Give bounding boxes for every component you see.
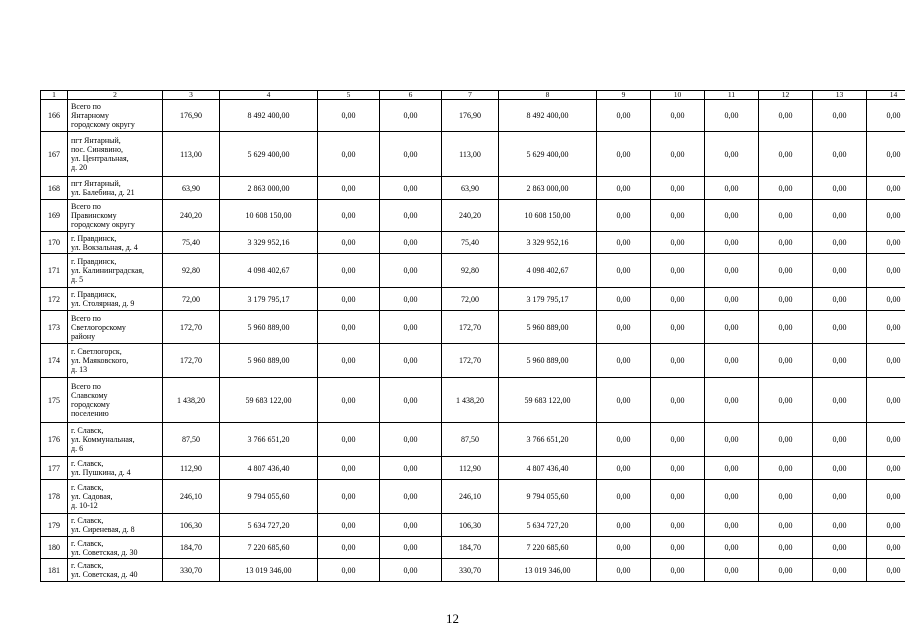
- value-cell: 63,90: [163, 177, 220, 200]
- value-cell: 0,00: [759, 423, 813, 457]
- value-cell: 3 179 795,17: [220, 288, 318, 311]
- value-cell: 0,00: [705, 559, 759, 582]
- value-cell: 0,00: [867, 423, 905, 457]
- value-cell: 5 960 889,00: [220, 311, 318, 344]
- value-cell: 0,00: [597, 514, 651, 537]
- table-row: [41, 288, 905, 311]
- value-cell: 0,00: [651, 378, 705, 423]
- value-cell: 330,70: [163, 559, 220, 582]
- value-cell: 0,00: [318, 344, 380, 378]
- value-cell: 0,00: [813, 132, 867, 177]
- value-cell: 0,00: [597, 378, 651, 423]
- table-row: [41, 378, 905, 423]
- value-cell: 87,50: [163, 423, 220, 457]
- value-cell: 1 438,20: [442, 378, 499, 423]
- value-cell: 0,00: [759, 288, 813, 311]
- value-cell: 2 863 000,00: [499, 177, 597, 200]
- value-cell: 0,00: [813, 100, 867, 132]
- address-cell: г. Правдинск, ул. Вокзальная, д. 4: [68, 232, 163, 254]
- value-cell: 0,00: [759, 200, 813, 232]
- value-cell: 0,00: [318, 132, 380, 177]
- value-cell: 0,00: [705, 200, 759, 232]
- table-row: [41, 344, 905, 378]
- value-cell: 0,00: [597, 177, 651, 200]
- column-header: 4: [220, 91, 318, 100]
- value-cell: 112,90: [442, 457, 499, 480]
- value-cell: 184,70: [163, 537, 220, 559]
- value-cell: 3 766 651,20: [220, 423, 318, 457]
- column-header: 2: [68, 91, 163, 100]
- address-cell: г. Славск, ул. Пушкина, д. 4: [68, 457, 163, 480]
- value-cell: 3 766 651,20: [499, 423, 597, 457]
- value-cell: 75,40: [442, 232, 499, 254]
- value-cell: 0,00: [597, 423, 651, 457]
- table-row: [41, 132, 905, 177]
- row-number-cell: 177: [41, 457, 68, 480]
- address-cell: Всего по Янтарному городскому округу: [68, 100, 163, 132]
- table-row: [41, 311, 905, 344]
- value-cell: 0,00: [318, 480, 380, 514]
- value-cell: 0,00: [759, 537, 813, 559]
- value-cell: 0,00: [597, 480, 651, 514]
- address-cell: г. Правдинск, ул. Столярная, д. 9: [68, 288, 163, 311]
- row-number-cell: 178: [41, 480, 68, 514]
- value-cell: 8 492 400,00: [220, 100, 318, 132]
- value-cell: 0,00: [380, 177, 442, 200]
- value-cell: 63,90: [442, 177, 499, 200]
- value-cell: 246,10: [442, 480, 499, 514]
- table-row: [41, 457, 905, 480]
- table-row: [41, 514, 905, 537]
- value-cell: 0,00: [759, 132, 813, 177]
- value-cell: 0,00: [597, 457, 651, 480]
- value-cell: 0,00: [318, 457, 380, 480]
- address-cell: Всего по Славскому городскому поселению: [68, 378, 163, 423]
- value-cell: 0,00: [813, 177, 867, 200]
- value-cell: 5 960 889,00: [220, 344, 318, 378]
- value-cell: 0,00: [759, 514, 813, 537]
- value-cell: 0,00: [705, 514, 759, 537]
- value-cell: 0,00: [597, 559, 651, 582]
- value-cell: 3 179 795,17: [499, 288, 597, 311]
- row-number-cell: 176: [41, 423, 68, 457]
- value-cell: 0,00: [867, 378, 905, 423]
- value-cell: 0,00: [380, 254, 442, 288]
- row-number-cell: 174: [41, 344, 68, 378]
- value-cell: 0,00: [813, 254, 867, 288]
- value-cell: 0,00: [813, 537, 867, 559]
- value-cell: 246,10: [163, 480, 220, 514]
- value-cell: 0,00: [318, 200, 380, 232]
- value-cell: 0,00: [318, 423, 380, 457]
- address-cell: г. Славск, ул. Садовая, д. 10-12: [68, 480, 163, 514]
- value-cell: 0,00: [759, 480, 813, 514]
- value-cell: 0,00: [813, 423, 867, 457]
- column-header: 5: [318, 91, 380, 100]
- column-header: 13: [813, 91, 867, 100]
- value-cell: 3 329 952,16: [499, 232, 597, 254]
- value-cell: 4 807 436,40: [220, 457, 318, 480]
- value-cell: 1 438,20: [163, 378, 220, 423]
- value-cell: 0,00: [651, 514, 705, 537]
- value-cell: 0,00: [380, 514, 442, 537]
- value-cell: 0,00: [705, 344, 759, 378]
- value-cell: 0,00: [867, 177, 905, 200]
- row-number-cell: 175: [41, 378, 68, 423]
- value-cell: 0,00: [651, 132, 705, 177]
- table-row: [41, 537, 905, 559]
- value-cell: 2 863 000,00: [220, 177, 318, 200]
- value-cell: 0,00: [380, 378, 442, 423]
- row-number-cell: 180: [41, 537, 68, 559]
- value-cell: 59 683 122,00: [499, 378, 597, 423]
- address-cell: г. Правдинск, ул. Калининградская, д. 5: [68, 254, 163, 288]
- value-cell: 0,00: [318, 514, 380, 537]
- value-cell: 0,00: [867, 537, 905, 559]
- value-cell: 0,00: [705, 423, 759, 457]
- row-number-cell: 181: [41, 559, 68, 582]
- value-cell: 0,00: [759, 254, 813, 288]
- value-cell: 0,00: [867, 480, 905, 514]
- value-cell: 0,00: [813, 559, 867, 582]
- value-cell: 0,00: [318, 378, 380, 423]
- value-cell: 176,90: [163, 100, 220, 132]
- page-number: 12: [446, 611, 459, 626]
- column-header: 11: [705, 91, 759, 100]
- value-cell: 0,00: [380, 537, 442, 559]
- value-cell: 0,00: [651, 254, 705, 288]
- value-cell: 13 019 346,00: [220, 559, 318, 582]
- value-cell: 0,00: [813, 311, 867, 344]
- value-cell: 0,00: [651, 480, 705, 514]
- value-cell: 0,00: [380, 423, 442, 457]
- value-cell: 0,00: [705, 288, 759, 311]
- value-cell: 5 634 727,20: [220, 514, 318, 537]
- value-cell: 0,00: [651, 100, 705, 132]
- value-cell: 113,00: [442, 132, 499, 177]
- value-cell: 8 492 400,00: [499, 100, 597, 132]
- value-cell: 0,00: [759, 457, 813, 480]
- value-cell: 0,00: [867, 559, 905, 582]
- column-header: 12: [759, 91, 813, 100]
- value-cell: 0,00: [651, 559, 705, 582]
- value-cell: 92,80: [163, 254, 220, 288]
- column-header: 8: [499, 91, 597, 100]
- value-cell: 240,20: [442, 200, 499, 232]
- value-cell: 0,00: [813, 480, 867, 514]
- table-row: [41, 200, 905, 232]
- column-header: 6: [380, 91, 442, 100]
- value-cell: 7 220 685,60: [220, 537, 318, 559]
- value-cell: 0,00: [651, 232, 705, 254]
- value-cell: 0,00: [318, 559, 380, 582]
- value-cell: 0,00: [867, 200, 905, 232]
- value-cell: 0,00: [705, 480, 759, 514]
- value-cell: 0,00: [867, 100, 905, 132]
- table-header: [41, 91, 905, 100]
- value-cell: 13 019 346,00: [499, 559, 597, 582]
- value-cell: 4 807 436,40: [499, 457, 597, 480]
- value-cell: 4 098 402,67: [220, 254, 318, 288]
- address-cell: пгт Янтарный, пос. Синявино, ул. Центральная, д. 20: [68, 132, 163, 177]
- value-cell: 0,00: [380, 311, 442, 344]
- value-cell: 5 629 400,00: [499, 132, 597, 177]
- value-cell: 0,00: [380, 457, 442, 480]
- value-cell: 172,70: [442, 311, 499, 344]
- value-cell: 172,70: [442, 344, 499, 378]
- value-cell: 72,00: [442, 288, 499, 311]
- value-cell: 0,00: [597, 132, 651, 177]
- value-cell: 0,00: [651, 288, 705, 311]
- column-header: 14: [867, 91, 905, 100]
- value-cell: 0,00: [651, 537, 705, 559]
- value-cell: 59 683 122,00: [220, 378, 318, 423]
- value-cell: 0,00: [867, 311, 905, 344]
- value-cell: 0,00: [867, 457, 905, 480]
- value-cell: 72,00: [163, 288, 220, 311]
- address-cell: Всего по Светлогорскому району: [68, 311, 163, 344]
- value-cell: 75,40: [163, 232, 220, 254]
- table-row: [41, 254, 905, 288]
- address-cell: г. Славск, ул. Сиреневая, д. 8: [68, 514, 163, 537]
- address-cell: пгт Янтарный, ул. Балебина, д. 21: [68, 177, 163, 200]
- address-cell: г. Славск, ул. Коммунальная, д. 6: [68, 423, 163, 457]
- value-cell: 0,00: [759, 559, 813, 582]
- value-cell: 0,00: [759, 344, 813, 378]
- value-cell: 112,90: [163, 457, 220, 480]
- row-number-cell: 166: [41, 100, 68, 132]
- value-cell: 0,00: [705, 132, 759, 177]
- row-number-cell: 169: [41, 200, 68, 232]
- value-cell: 176,90: [442, 100, 499, 132]
- column-header: 9: [597, 91, 651, 100]
- value-cell: 3 329 952,16: [220, 232, 318, 254]
- value-cell: 0,00: [867, 254, 905, 288]
- value-cell: 0,00: [318, 288, 380, 311]
- value-cell: 0,00: [867, 288, 905, 311]
- value-cell: 0,00: [759, 378, 813, 423]
- value-cell: 0,00: [759, 232, 813, 254]
- value-cell: 0,00: [651, 457, 705, 480]
- value-cell: 5 960 889,00: [499, 311, 597, 344]
- value-cell: 0,00: [813, 288, 867, 311]
- value-cell: 0,00: [380, 559, 442, 582]
- value-cell: 0,00: [318, 311, 380, 344]
- address-cell: г. Светлогорск, ул. Маяковского, д. 13: [68, 344, 163, 378]
- value-cell: 0,00: [705, 100, 759, 132]
- table-row: [41, 559, 905, 582]
- value-cell: 0,00: [705, 232, 759, 254]
- column-header: 7: [442, 91, 499, 100]
- value-cell: 0,00: [597, 344, 651, 378]
- value-cell: 0,00: [597, 537, 651, 559]
- value-cell: 106,30: [442, 514, 499, 537]
- value-cell: 0,00: [813, 378, 867, 423]
- value-cell: 0,00: [597, 254, 651, 288]
- value-cell: 0,00: [705, 378, 759, 423]
- value-cell: 5 960 889,00: [499, 344, 597, 378]
- value-cell: 0,00: [318, 254, 380, 288]
- value-cell: 0,00: [318, 537, 380, 559]
- value-cell: 92,80: [442, 254, 499, 288]
- value-cell: 0,00: [318, 100, 380, 132]
- value-cell: 0,00: [651, 177, 705, 200]
- table-row: [41, 100, 905, 132]
- value-cell: 10 608 150,00: [499, 200, 597, 232]
- value-cell: 0,00: [597, 200, 651, 232]
- value-cell: 0,00: [380, 100, 442, 132]
- value-cell: 0,00: [651, 344, 705, 378]
- data-table: [40, 90, 905, 582]
- row-number-cell: 171: [41, 254, 68, 288]
- address-cell: г. Славск, ул. Советская, д. 40: [68, 559, 163, 582]
- value-cell: 0,00: [705, 177, 759, 200]
- row-number-cell: 179: [41, 514, 68, 537]
- value-cell: 0,00: [705, 457, 759, 480]
- table-row: [41, 177, 905, 200]
- value-cell: 0,00: [813, 514, 867, 537]
- value-cell: 172,70: [163, 344, 220, 378]
- header-row: [41, 91, 905, 100]
- value-cell: 113,00: [163, 132, 220, 177]
- value-cell: 0,00: [597, 311, 651, 344]
- row-number-cell: 172: [41, 288, 68, 311]
- row-number-cell: 168: [41, 177, 68, 200]
- value-cell: 172,70: [163, 311, 220, 344]
- value-cell: 9 794 055,60: [220, 480, 318, 514]
- value-cell: 4 098 402,67: [499, 254, 597, 288]
- value-cell: 0,00: [867, 344, 905, 378]
- value-cell: 0,00: [705, 311, 759, 344]
- table-body: [41, 100, 905, 582]
- row-number-cell: 173: [41, 311, 68, 344]
- value-cell: 0,00: [867, 514, 905, 537]
- value-cell: 0,00: [318, 177, 380, 200]
- table-row: [41, 232, 905, 254]
- value-cell: 0,00: [759, 177, 813, 200]
- row-number-cell: 167: [41, 132, 68, 177]
- value-cell: 0,00: [813, 232, 867, 254]
- value-cell: 0,00: [705, 254, 759, 288]
- value-cell: 87,50: [442, 423, 499, 457]
- value-cell: 0,00: [759, 100, 813, 132]
- value-cell: 0,00: [380, 132, 442, 177]
- value-cell: 0,00: [597, 100, 651, 132]
- value-cell: 0,00: [380, 232, 442, 254]
- value-cell: 0,00: [651, 311, 705, 344]
- value-cell: 0,00: [759, 311, 813, 344]
- value-cell: 0,00: [867, 232, 905, 254]
- value-cell: 0,00: [651, 200, 705, 232]
- value-cell: 0,00: [380, 344, 442, 378]
- value-cell: 0,00: [813, 344, 867, 378]
- value-cell: 0,00: [813, 200, 867, 232]
- value-cell: 0,00: [705, 537, 759, 559]
- value-cell: 0,00: [380, 288, 442, 311]
- value-cell: 330,70: [442, 559, 499, 582]
- column-header: 10: [651, 91, 705, 100]
- value-cell: 5 629 400,00: [220, 132, 318, 177]
- value-cell: 0,00: [318, 232, 380, 254]
- column-header: 1: [41, 91, 68, 100]
- value-cell: 9 794 055,60: [499, 480, 597, 514]
- value-cell: 184,70: [442, 537, 499, 559]
- table-row: [41, 423, 905, 457]
- value-cell: 0,00: [867, 132, 905, 177]
- table-row: [41, 480, 905, 514]
- value-cell: 0,00: [380, 200, 442, 232]
- value-cell: 0,00: [813, 457, 867, 480]
- value-cell: 106,30: [163, 514, 220, 537]
- value-cell: 0,00: [380, 480, 442, 514]
- value-cell: 0,00: [597, 288, 651, 311]
- value-cell: 10 608 150,00: [220, 200, 318, 232]
- row-number-cell: 170: [41, 232, 68, 254]
- value-cell: 5 634 727,20: [499, 514, 597, 537]
- value-cell: 7 220 685,60: [499, 537, 597, 559]
- value-cell: 0,00: [651, 423, 705, 457]
- value-cell: 240,20: [163, 200, 220, 232]
- address-cell: Всего по Правинскому городскому округу: [68, 200, 163, 232]
- value-cell: 0,00: [597, 232, 651, 254]
- address-cell: г. Славск, ул. Советская, д. 30: [68, 537, 163, 559]
- column-header: 3: [163, 91, 220, 100]
